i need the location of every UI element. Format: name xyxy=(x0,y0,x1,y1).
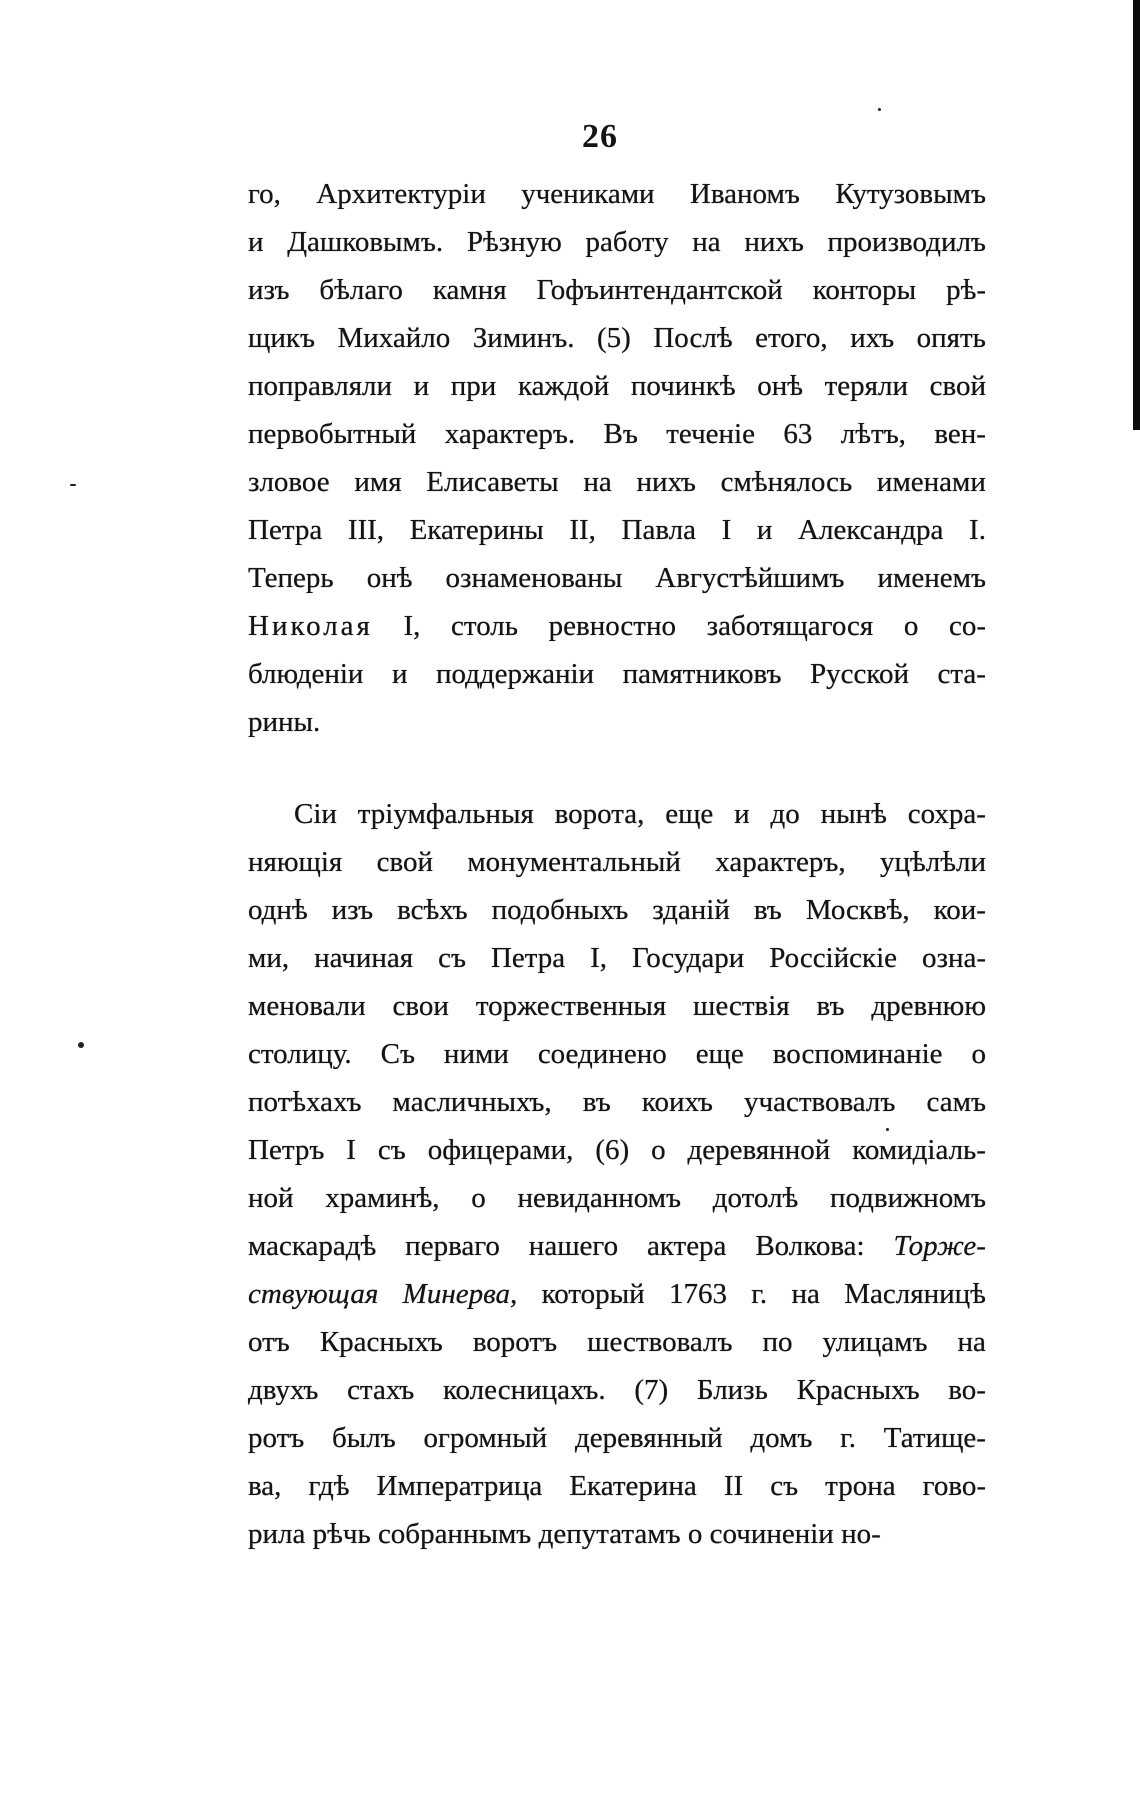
text-line xyxy=(248,362,986,410)
word: изъ xyxy=(248,274,290,306)
word: озна- xyxy=(921,942,986,974)
word: перваго xyxy=(405,1230,500,1262)
word: I, xyxy=(590,942,608,974)
word: невиданномъ xyxy=(517,1182,682,1214)
word: о xyxy=(471,1182,486,1214)
body-text xyxy=(248,170,986,1558)
word: соединено xyxy=(537,1038,667,1070)
word: масличныхъ, xyxy=(392,1086,552,1118)
text-line xyxy=(248,650,986,698)
word: блюденіи xyxy=(248,658,364,690)
word: стахъ xyxy=(347,1374,415,1406)
word: Сіи xyxy=(294,798,337,830)
word: на xyxy=(692,226,721,258)
word: столицу. xyxy=(248,1038,352,1070)
text-line xyxy=(248,1318,986,1366)
text-line xyxy=(248,1222,986,1270)
word: Николая xyxy=(248,610,373,642)
word: ними xyxy=(443,1038,509,1070)
word: и xyxy=(413,370,430,402)
word: Масляницѣ xyxy=(844,1278,986,1310)
word: свои xyxy=(392,990,449,1022)
word: Татище- xyxy=(883,1422,986,1454)
word: ми, xyxy=(248,942,290,974)
word: рѣ- xyxy=(946,274,986,306)
word: Петра xyxy=(248,514,323,546)
text-line xyxy=(248,170,986,218)
word: но- xyxy=(841,1518,881,1550)
text-line xyxy=(248,1414,986,1462)
word: Петра xyxy=(490,942,566,974)
word: двухъ xyxy=(248,1374,319,1406)
word: о xyxy=(971,1038,986,1070)
word: который xyxy=(541,1278,645,1310)
word: Архитектуріи xyxy=(316,178,486,210)
word: участвовалъ xyxy=(744,1086,896,1118)
word: Государи xyxy=(631,942,745,974)
text-line xyxy=(248,1126,986,1174)
word: памятниковъ xyxy=(622,658,782,690)
word: именемъ xyxy=(877,562,986,594)
word: Иваномъ xyxy=(689,178,800,210)
text-line xyxy=(248,1174,986,1222)
word: I, xyxy=(403,610,421,642)
word: деревянный xyxy=(574,1422,723,1454)
text-line xyxy=(248,1078,986,1126)
word: меновали xyxy=(248,990,366,1022)
word: ной xyxy=(248,1182,294,1214)
word: въ xyxy=(753,894,782,926)
word: (5) xyxy=(596,322,631,354)
word: домъ xyxy=(750,1422,813,1454)
word: о xyxy=(651,1134,666,1166)
word: коихъ xyxy=(641,1086,713,1118)
word: ревностно xyxy=(548,610,676,642)
word: во- xyxy=(948,1374,986,1406)
word: Москвѣ, xyxy=(805,894,910,926)
word: Дашковымъ. xyxy=(287,226,444,258)
word: Русской xyxy=(809,658,909,690)
word: камня xyxy=(432,274,507,306)
word: производилъ xyxy=(827,226,986,258)
word: и xyxy=(391,658,408,690)
word: работу xyxy=(585,226,669,258)
word: лѣтъ, xyxy=(840,418,906,450)
word: нынѣ xyxy=(820,798,887,830)
word: храминѣ, xyxy=(325,1182,440,1214)
word: II, xyxy=(569,514,596,546)
word: ворота, xyxy=(554,798,645,830)
word: онѣ xyxy=(366,562,413,594)
word: ихъ xyxy=(850,322,895,354)
word: щикъ xyxy=(248,322,315,354)
word: Съ xyxy=(380,1038,415,1070)
word: начиная xyxy=(314,942,414,974)
word: депутатамъ xyxy=(538,1518,681,1550)
word: ва, xyxy=(248,1470,282,1502)
word: бѣлаго xyxy=(319,274,403,306)
word: опять xyxy=(916,322,986,354)
word: поддержаніи xyxy=(435,658,595,690)
word: колесницахъ. xyxy=(442,1374,606,1406)
word: столь xyxy=(451,610,519,642)
word: зданій xyxy=(652,894,730,926)
word: шествія xyxy=(693,990,790,1022)
text-line xyxy=(248,698,986,746)
word: монументальный xyxy=(467,846,681,878)
word: Торже- xyxy=(893,1230,986,1262)
word: до xyxy=(770,798,800,830)
word: Екатерины xyxy=(409,514,544,546)
word: первобытный xyxy=(248,418,417,450)
word: онѣ xyxy=(757,370,803,402)
text-line xyxy=(248,506,986,554)
word: на xyxy=(957,1326,986,1358)
text-line xyxy=(248,1510,986,1558)
word: самъ xyxy=(926,1086,986,1118)
word: Волкова: xyxy=(755,1230,865,1262)
word: Послѣ xyxy=(653,322,733,354)
word: гдѣ xyxy=(308,1470,350,1502)
word: о xyxy=(687,1518,703,1550)
text-line xyxy=(248,554,986,602)
scan-speck xyxy=(886,1128,889,1131)
word: вен- xyxy=(934,418,986,450)
word: Августѣйшимъ xyxy=(655,562,845,594)
word: торжественныя xyxy=(475,990,667,1022)
scan-speck xyxy=(78,1042,84,1048)
word: именами xyxy=(876,466,986,498)
text-line xyxy=(248,790,986,838)
word: 63 xyxy=(783,418,813,450)
word: съ xyxy=(438,942,466,974)
word: уцѣлѣли xyxy=(879,846,986,878)
word: Павла xyxy=(621,514,696,546)
word: дотолѣ xyxy=(712,1182,799,1214)
word: однѣ xyxy=(248,894,308,926)
word: сохра- xyxy=(907,798,986,830)
word: актера xyxy=(646,1230,727,1262)
word: Кутузовымъ xyxy=(835,178,986,210)
word: по xyxy=(762,1326,793,1358)
word: нихъ xyxy=(744,226,804,258)
word: со- xyxy=(948,610,986,642)
word: въ xyxy=(816,990,845,1022)
word: всѣхъ xyxy=(397,894,468,926)
word: Теперь xyxy=(248,562,334,594)
text-line xyxy=(248,1366,986,1414)
word: Красныхъ xyxy=(796,1374,920,1406)
word: подвижномъ xyxy=(829,1182,986,1214)
word: воротъ xyxy=(472,1326,558,1358)
word: теряли xyxy=(824,370,908,402)
word: II xyxy=(723,1470,744,1502)
text-line xyxy=(248,838,986,886)
word: Въ xyxy=(603,418,638,450)
word: шествовалъ xyxy=(587,1326,733,1358)
text-line xyxy=(248,458,986,506)
text-line xyxy=(248,314,986,362)
word: заботящагося xyxy=(706,610,874,642)
word: при xyxy=(450,370,497,402)
word: Михайло xyxy=(337,322,451,354)
word: 1763 xyxy=(668,1278,727,1310)
word: нашего xyxy=(528,1230,619,1262)
word: (7) xyxy=(634,1374,669,1406)
word: рила xyxy=(248,1518,306,1550)
word: няющія xyxy=(248,846,343,878)
word: Зиминъ. xyxy=(472,322,575,354)
word: Красныхъ xyxy=(319,1326,443,1358)
word: свой xyxy=(376,846,433,878)
word: Близь xyxy=(696,1374,768,1406)
word: воспоминаніе xyxy=(772,1038,943,1070)
text-line xyxy=(248,1030,986,1078)
word: кои- xyxy=(933,894,986,926)
word: и xyxy=(734,798,750,830)
word: огромный xyxy=(423,1422,548,1454)
word: свой xyxy=(929,370,986,402)
word: г. xyxy=(840,1422,857,1454)
word: рины. xyxy=(248,706,321,738)
word: ротъ xyxy=(248,1422,305,1454)
word: Императрица xyxy=(376,1470,543,1502)
word: Александра xyxy=(798,514,944,546)
word: конторы xyxy=(812,274,917,306)
word: еще xyxy=(665,798,714,830)
word: съ xyxy=(377,1134,406,1166)
word: I. xyxy=(969,514,986,546)
word: подобныхъ xyxy=(491,894,629,926)
word: Россійскіе xyxy=(769,942,898,974)
text-line xyxy=(248,934,986,982)
word: нихъ xyxy=(636,466,696,498)
text-line xyxy=(248,602,986,650)
word: го, xyxy=(248,178,281,210)
word: рѣчь xyxy=(312,1518,371,1550)
word: характеръ. xyxy=(444,418,576,450)
word: еще xyxy=(695,1038,744,1070)
word: Екатерина xyxy=(569,1470,697,1502)
word: трона xyxy=(825,1470,896,1502)
word: I xyxy=(721,514,732,546)
word: древнюю xyxy=(871,990,986,1022)
word: каждой xyxy=(517,370,610,402)
word: гово- xyxy=(922,1470,986,1502)
word: въ xyxy=(582,1086,611,1118)
word: ста- xyxy=(937,658,986,690)
word: потѣхахъ xyxy=(248,1086,362,1118)
text-line xyxy=(248,218,986,266)
word: съ xyxy=(770,1470,799,1502)
word: имя xyxy=(354,466,402,498)
word: Елисаветы xyxy=(426,466,559,498)
word: собраннымъ xyxy=(377,1518,532,1550)
word: етого, xyxy=(755,322,828,354)
word: Минерва, xyxy=(402,1278,518,1310)
word: улицамъ xyxy=(822,1326,928,1358)
text-line xyxy=(248,982,986,1030)
word: III, xyxy=(347,514,385,546)
word: деревянной xyxy=(687,1134,831,1166)
word: комидіаль- xyxy=(852,1134,986,1166)
word: Гофъинтендантской xyxy=(536,274,783,306)
word: зловое xyxy=(248,466,330,498)
text-line xyxy=(248,266,986,314)
word: на xyxy=(791,1278,820,1310)
word: поправляли xyxy=(248,370,393,402)
word: характеръ, xyxy=(715,846,846,878)
word: отъ xyxy=(248,1326,290,1358)
word: I xyxy=(346,1134,356,1166)
word: былъ xyxy=(332,1422,396,1454)
word: сочиненіи xyxy=(709,1518,834,1550)
text-line xyxy=(248,886,986,934)
word: починкѣ xyxy=(630,370,736,402)
word: и xyxy=(248,226,264,258)
word: маскарадѣ xyxy=(248,1230,377,1262)
paragraph-gap xyxy=(248,746,986,790)
word: тріумфальныя xyxy=(357,798,534,830)
text-line xyxy=(248,410,986,458)
word: (6) xyxy=(595,1134,630,1166)
scan-speck xyxy=(878,108,881,111)
page-number: 26 xyxy=(582,118,618,155)
word: учениками xyxy=(521,178,655,210)
word: и xyxy=(756,514,773,546)
word: изъ xyxy=(331,894,374,926)
word: ознаменованы xyxy=(445,562,623,594)
word: офицерами, xyxy=(427,1134,574,1166)
word: г. xyxy=(751,1278,768,1310)
word: смѣнялось xyxy=(720,466,853,498)
scan-speck xyxy=(70,484,76,486)
word: о xyxy=(903,610,919,642)
word: Рѣзную xyxy=(466,226,562,258)
word: Петръ xyxy=(248,1134,325,1166)
text-line xyxy=(248,1462,986,1510)
text-line xyxy=(248,1270,986,1318)
word: теченіе xyxy=(666,418,755,450)
word: на xyxy=(583,466,612,498)
word: ствующая xyxy=(248,1278,379,1310)
scan-edge-bar xyxy=(1133,0,1140,430)
